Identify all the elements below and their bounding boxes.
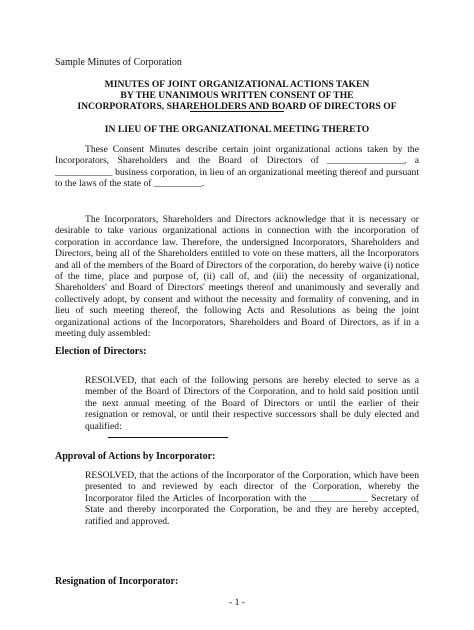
title-line-1: MINUTES OF JOINT ORGANIZATIONAL ACTIONS TAKEN xyxy=(104,79,370,90)
election-resolution: RESOLVED, that each of the following persons are hereby elected to serve as a member of the Board of Directors of the Corporation, and to hold said position until the next annual meeting of the Board of Directors or until the earlier of their resignation or removal, or until their respective successors shall be duly elected and qualified: xyxy=(85,375,419,432)
title-line-3: INCORPORATORS, SHAREHOLDERS AND BOARD OF DIRECTORS OF xyxy=(77,101,397,112)
resignation-of-incorporator-heading: Resignation of Incorporator: xyxy=(55,576,179,587)
acknowledge-paragraph: The Incorporators, Shareholders and Directors acknowledge that it is necessary or desirable to take various organizational actions in connection with the incorporation of corporation in accordance law. Therefore, the undersigned Incorporators, Shareholders and Directors, being all of the Shareholders entitled to vote on these matters, all the Incorporators and all of the members of the Board of Directors of the corporation, do hereby waive (i) notice of the time, place and purpose of, (ii) call of, and (iii) the necessity of organizational, Shareholders' and Board of Directors' meetings thereof and unanimously and severally and collectively adopt, by consent and without the necessity and formality of convening, and in lieu of such meeting thereof, the following Acts and Resolutions as being the joint organizational actions of the Incorporators, Shareholders and Board of Directors, as if in a meeting duly assembled: xyxy=(55,214,419,340)
title-blank-line xyxy=(190,111,284,112)
director-name-line xyxy=(108,437,228,438)
document-header: Sample Minutes of Corporation xyxy=(55,57,182,68)
page-number: - 1 - xyxy=(229,597,245,608)
intro-paragraph: These Consent Minutes describe certain joint organizational actions taken by the Incorporators, Shareholders and the Board of Directors of ________________, a ____________ business corporation, in lieu of an organizational meeting thereof and pursuant to the laws of the state of __________. xyxy=(55,144,419,190)
approval-resolution: RESOLVED, that the actions of the Incorporator of the Corporation, which have been presented to and reviewed by each director of the Corporation, whereby the Incorporator filed the Articles of Incorporation with the ____________ Secretary of State and thereby incorporated the Corporation, be and they are hereby accepted, ratified and approved. xyxy=(85,470,419,527)
title-line-4: IN LIEU OF THE ORGANIZATIONAL MEETING THERETO xyxy=(104,124,370,135)
title-line-2: BY THE UNANIMOUS WRITTEN CONSENT OF THE xyxy=(120,90,354,101)
election-of-directors-heading: Election of Directors: xyxy=(55,346,147,357)
approval-of-actions-heading: Approval of Actions by Incorporator: xyxy=(55,451,216,462)
